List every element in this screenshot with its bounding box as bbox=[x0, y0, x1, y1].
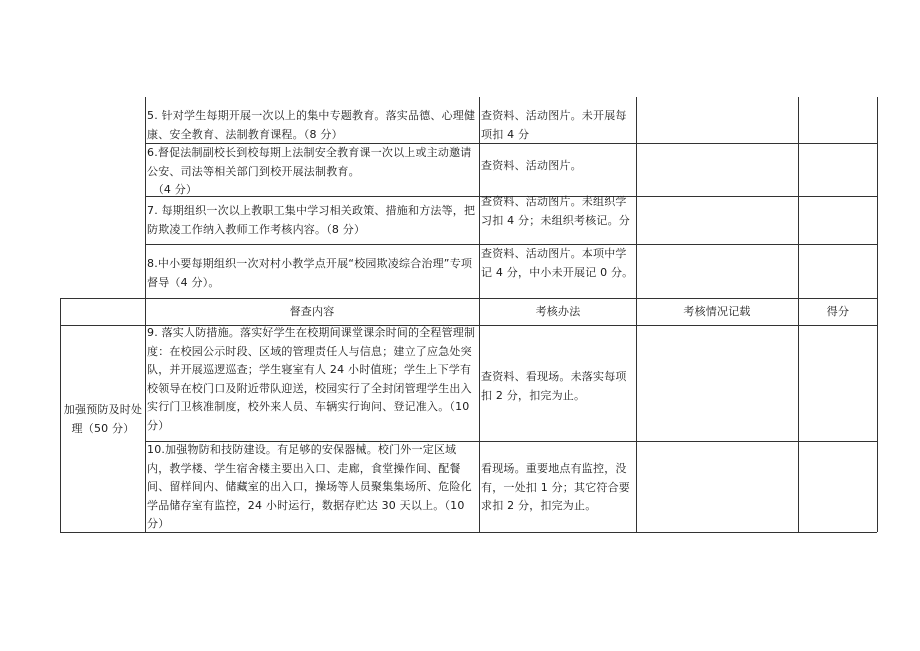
col-line bbox=[877, 97, 878, 532]
header-content: 督查内容 bbox=[289, 305, 335, 318]
content-cell-8: 8.中小要每期组织一次对村小教学点开展“校园欺凌综合治理”专项督导（4 分）。 bbox=[147, 257, 473, 289]
method-cell-8: 查资料、活动图片。本项中学记 4 分，中小未开展记 0 分。 bbox=[481, 247, 634, 279]
col-line bbox=[60, 298, 61, 532]
header-method: 考核办法 bbox=[535, 305, 581, 318]
col-line bbox=[145, 97, 146, 532]
col-line bbox=[798, 97, 799, 532]
content-cell-5: 5. 针对学生每期开展一次以上的集中专题教育。落实品德、心理健康、安全教育、法制教育课程。（8 分） bbox=[147, 109, 476, 141]
row-line bbox=[60, 532, 877, 533]
header-record: 考核情况记载 bbox=[683, 305, 751, 318]
content-cell-7: 7. 每期组织一次以上教职工集中学习相关政策、措施和方法等，把防欺凌工作纳入教师工作考核内容。（8 分） bbox=[147, 204, 476, 236]
method-cell-7: 查资料、活动图片。未组织学习扣 4 分；未组织考核记。分 bbox=[481, 195, 630, 227]
method-cell-10: 看现场。重要地点有监控，没有，一处扣 1 分；其它符合要求扣 2 分，扣完为止。 bbox=[481, 462, 630, 512]
category-cell: 加强预防及时处理（50 分） bbox=[63, 403, 143, 435]
col-line bbox=[636, 97, 637, 532]
method-cell-6: 查资料、活动图片。 bbox=[481, 159, 582, 172]
content-cell-10: 10.加强物防和技防建设。有足够的安保器械。校门外一定区域内，教学楼、学生宿舍楼主要出入口、走廊，食堂操作间、配餐间、留样间内、储藏室的出入口，操场等人员聚集集场所、危险化学品储存室有监控，24 小时运行，数据存贮达 30 天以上。（10 分） bbox=[147, 443, 472, 530]
method-cell-9: 查资料、看现场。未落实每项扣 2 分，扣完为止。 bbox=[481, 370, 627, 402]
row-line bbox=[60, 298, 877, 299]
col-line bbox=[479, 97, 480, 532]
content-cell-6: 6.督促法制副校长到校每期上法制安全教育课一次以上或主动邀请公安、司法等相关部门到校开展法制教育。 （4 分） bbox=[147, 146, 472, 196]
header-score: 得分 bbox=[826, 305, 850, 318]
content-cell-9: 9. 落实人防措施。落实好学生在校期间课堂课余时间的全程管理制度：在校园公示时段、区域的管理责任人与信息；建立了应急处突队，并开展巡逻巡查；学生寝室有人 24 小时值班；学生上下学有校领导在校门口及附近带队迎送，校园实行了全封闭管理学生出入实行门卫核准制度，校外来人员、车辆实行询问、登记准入。（10 分） bbox=[147, 326, 476, 432]
method-cell-5: 查资料、活动图片。未开展每项扣 4 分 bbox=[481, 109, 627, 141]
